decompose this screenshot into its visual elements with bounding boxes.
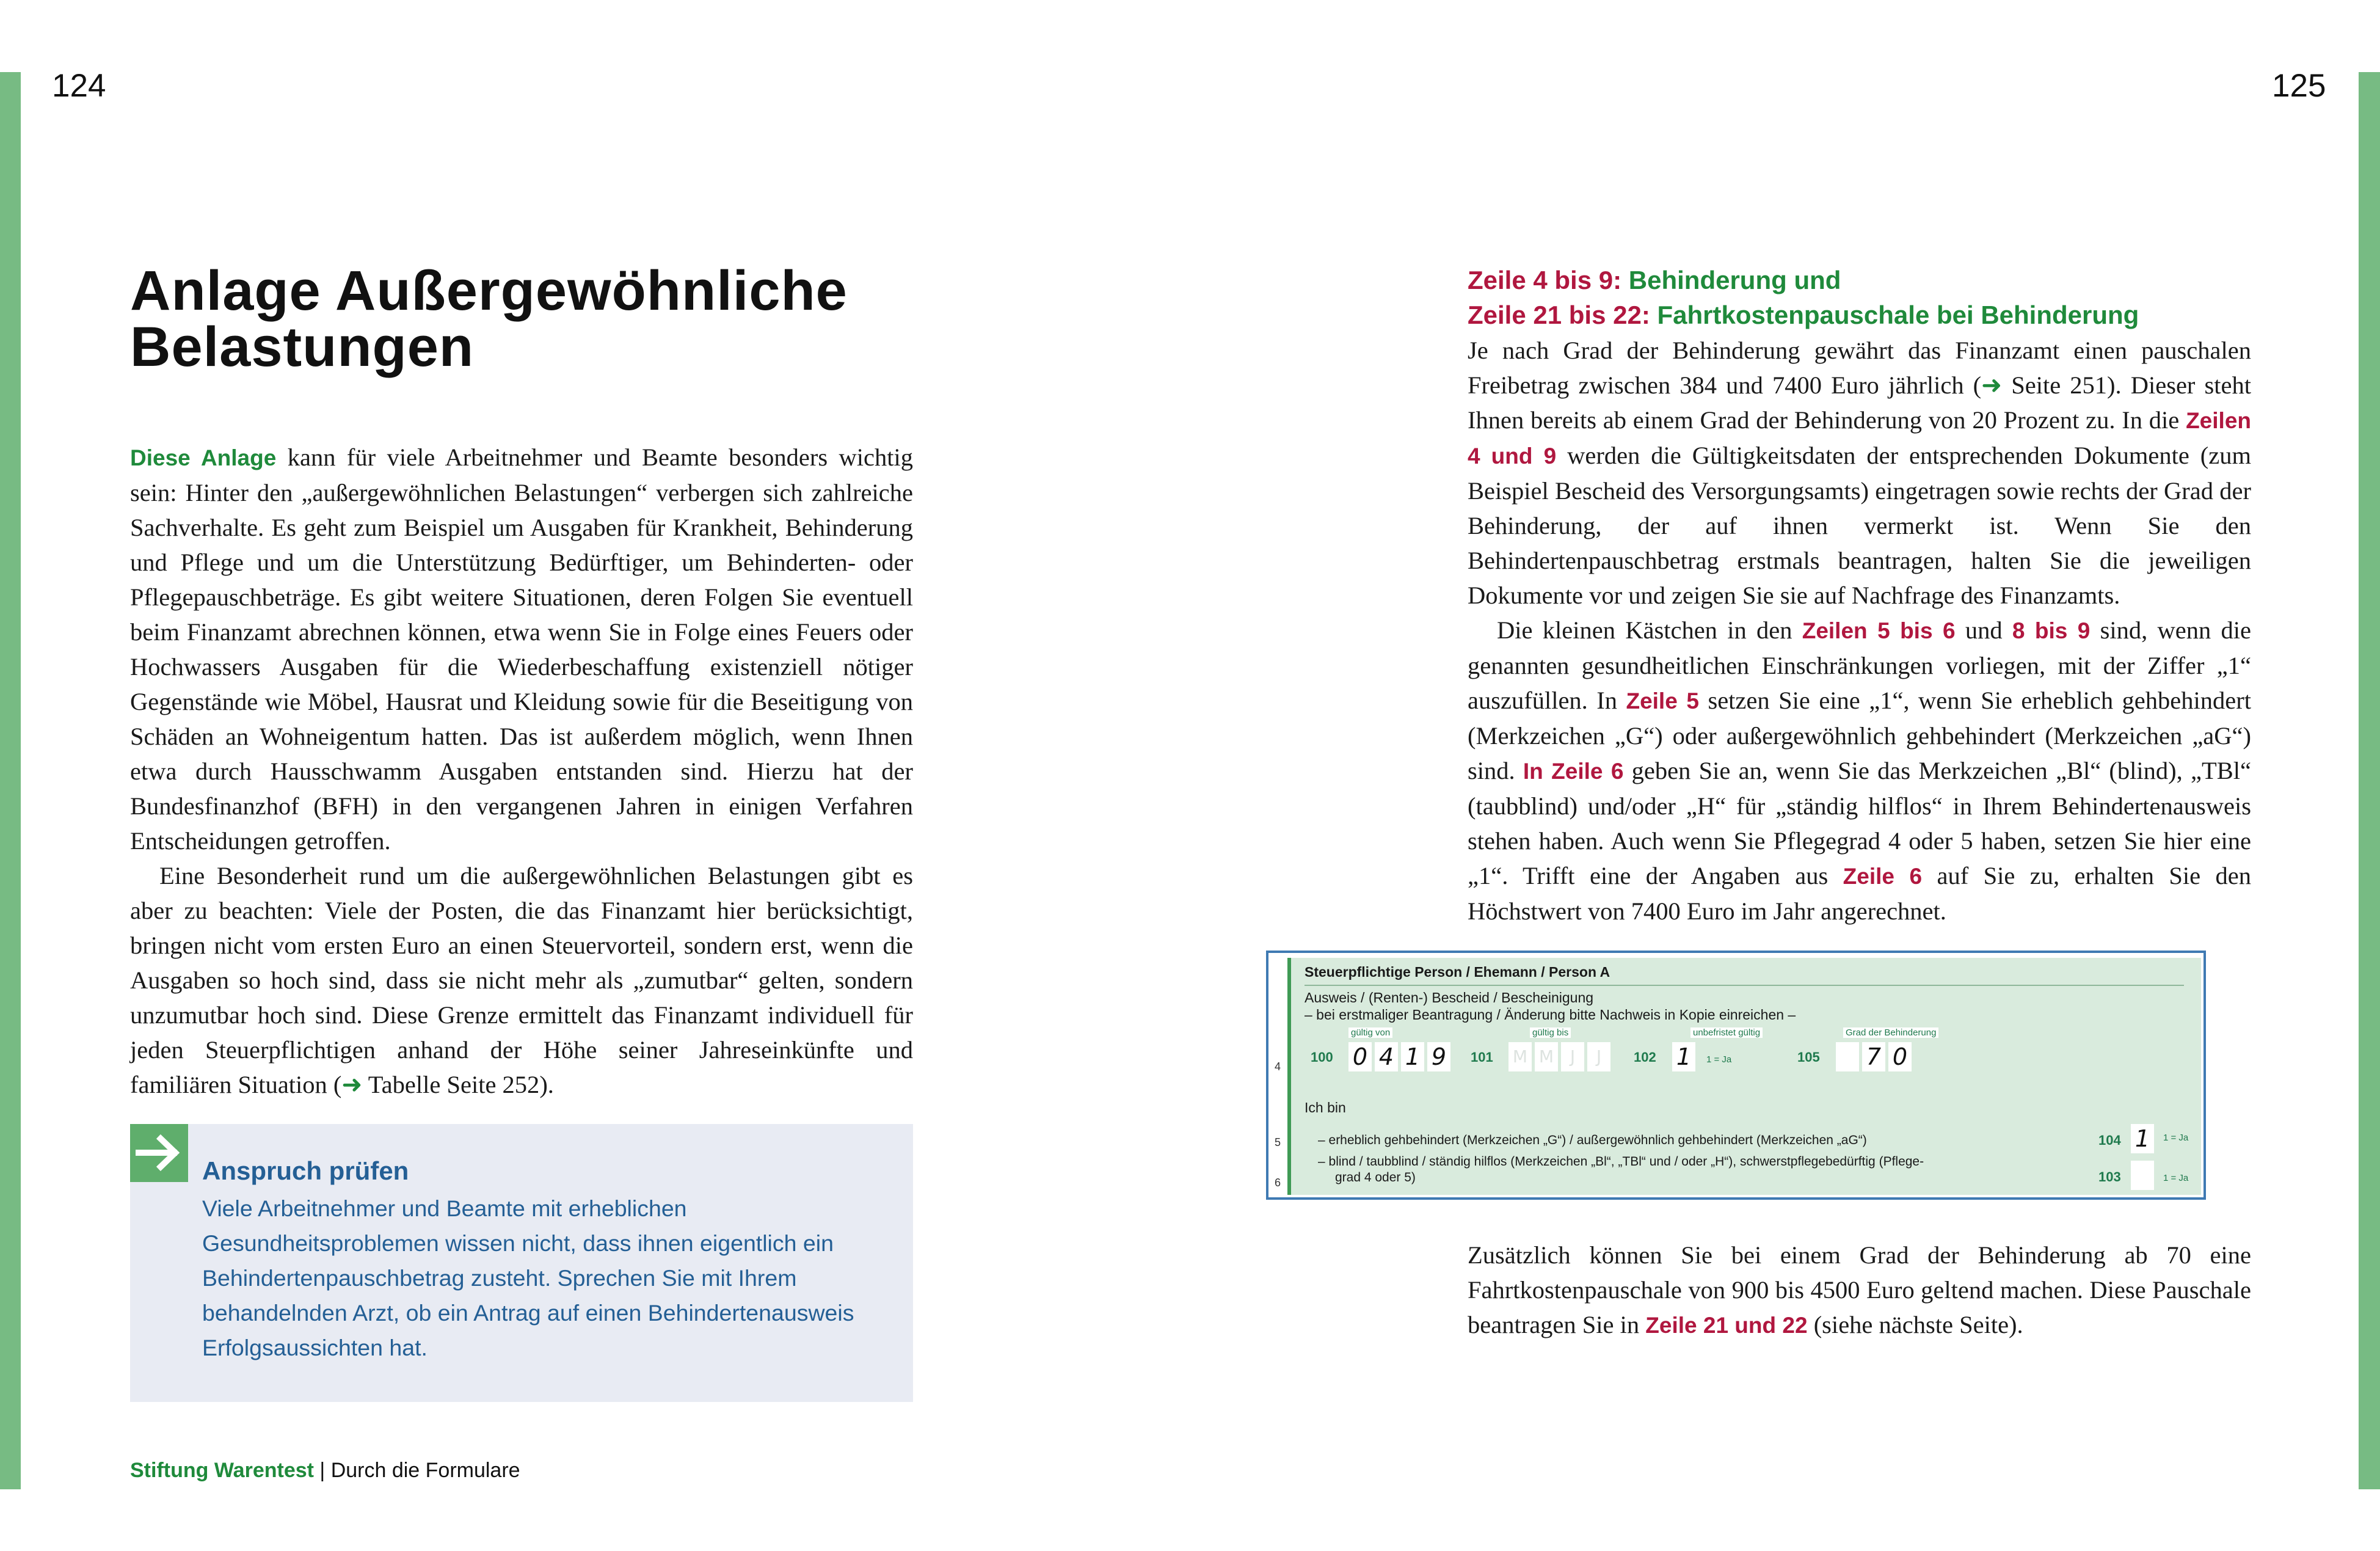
- p1-text-c: werden die Gültigkeitsdaten der entsprechenden Dokumente (zum Beispiel Bescheid des Versorgungsamts) eingetragen sowie rechts der Grad der Behinderung, der auf ihnen vermerkt ist. Wenn Sie den Behindertenpauschbetrag erstmals beantragen, halten Sie die jeweiligen Dokumente vor und zeigen Sie sie auf Nachfrage des Finanzamts.: [1468, 442, 2251, 609]
- label-gueltig-von: gültig von: [1348, 1027, 1392, 1038]
- highlight-lines: Zeile 21 und 22: [1645, 1313, 1808, 1338]
- code-104: 104: [2098, 1133, 2121, 1148]
- intro-paragraph-2: [130, 858, 913, 1102]
- p3-text-b: (siehe nächste Seite).: [1807, 1311, 2023, 1338]
- left-body-text: [130, 440, 913, 1102]
- cross-reference-link[interactable]: Seite 251: [2011, 371, 2108, 399]
- arrow-right-icon: ➜: [341, 1071, 368, 1098]
- heading-1-red: Zeile 4 bis 9:: [1468, 266, 1622, 294]
- highlight-lines: In Zeile 6: [1523, 759, 1624, 784]
- cross-reference-link[interactable]: Tabelle Seite 252: [368, 1071, 540, 1098]
- ja-102: 1 = Ja: [1706, 1054, 1732, 1065]
- highlight-lines: Zeile 5: [1626, 688, 1699, 713]
- ja-104: 1 = Ja: [2163, 1133, 2189, 1143]
- right-body-text-after-form: [1468, 1238, 2251, 1343]
- form-line-2: – bei erstmaliger Beantragung / Änderung bitte Nachweis in Kopie einreichen –: [1305, 1007, 1796, 1023]
- form-divider: [1305, 985, 2184, 986]
- highlight-lines: Zeilen 4 und 9: [1468, 408, 2251, 469]
- p2-text-a: Die kleinen Kästchen in den: [1497, 616, 1802, 644]
- field-100-digit-3[interactable]: 1: [1401, 1042, 1424, 1071]
- right-paragraph-3: [1468, 1238, 2251, 1343]
- right-paragraph-2: [1468, 613, 2251, 929]
- info-box: [130, 1124, 913, 1402]
- form-header: Steuerpflichtige Person / Ehemann / Person A: [1305, 964, 1610, 980]
- field-101-month-1[interactable]: M: [1508, 1042, 1532, 1071]
- p2-text-c: sind, wenn die genannten gesundheitlichen Einschränkungen vorliegen, mit der Ziffer „1“ auszufüllen. In: [1468, 616, 2252, 714]
- footer-separator: |: [313, 1459, 331, 1482]
- intro-p2-text: Eine Besonderheit rund um die außergewöhnlichen Belastungen gibt es aber zu beachten: Viele der Posten, die das Finanzamt hier berücksichtigt, bringen nicht vom ersten Euro an einen Steuervorteil, sondern erst, wenn die Ausgaben so hoch sind, dass sie nicht mehr als „zumutbar“ gelten, sondern unzumutbar hoch sind. Diese Grenze ermittelt das Finanzamt individuell für jeden Steuerpflichtigen anhand der Höhe seiner Jahreseinkünfte und familiären Situation (: [130, 862, 913, 1098]
- code-103: 103: [2098, 1169, 2121, 1184]
- field-105-digit-2[interactable]: 7: [1862, 1042, 1885, 1071]
- form-green-rule: [1287, 958, 1291, 1195]
- code-100: 100: [1311, 1049, 1333, 1065]
- form-panel: [1275, 958, 2201, 1195]
- label-gueltig-bis: gültig bis: [1530, 1027, 1571, 1038]
- code-101: 101: [1471, 1049, 1493, 1065]
- field-100-digit-4[interactable]: 9: [1427, 1042, 1450, 1071]
- intro-p2-end: ).: [539, 1071, 554, 1098]
- p2-text-f: auf Sie zu, erhalten Sie den Höchstwert von 7400 Euro im Jahr angerechnet.: [1468, 862, 2251, 925]
- title-line-1: Anlage Außergewöhnliche: [130, 260, 848, 322]
- label-grad: Grad der Behinderung: [1843, 1027, 1938, 1038]
- p2-text-e: geben Sie an, wenn Sie das Merkzeichen „Bl“ (blind), „TBl“ (taubblind) und/oder „H“ für „ständig hilflos“ in Ihrem Behindertenausweis stehen haben. Auch wenn Sie Pflegegrad 4 oder 5 haben, setzen Sie hier eine „1“. Trifft eine der Angaben aus: [1468, 757, 2251, 889]
- p3-text-a: Zusätzlich können Sie bei einem Grad der Behinderung ab 70 eine Fahrtkostenpauschale von 900 bis 4500 Euro geltend machen. Diese Pauschale beantragen Sie in: [1468, 1241, 2251, 1338]
- p2-text-d: setzen Sie eine „1“, wenn Sie erheblich gehbehindert (Merkzeichen „G“) oder außergewöhnlich gehbehindert (Merkzeichen „aG“) sind.: [1468, 687, 2251, 784]
- page-number-left: 124: [52, 68, 106, 104]
- field-104[interactable]: 1: [2131, 1124, 2154, 1153]
- footer-brand: Stiftung Warentest: [130, 1459, 314, 1482]
- right-paragraph-1: [1468, 333, 2251, 613]
- p2-text-b: und: [1955, 616, 2012, 644]
- field-100-digit-1[interactable]: 0: [1348, 1042, 1372, 1071]
- row-6-text-2: grad 4 oder 5): [1335, 1170, 1416, 1184]
- right-page-edge-bar: [2359, 72, 2380, 1489]
- field-101-month-2[interactable]: M: [1535, 1042, 1558, 1071]
- left-page-edge-bar: [0, 72, 21, 1489]
- heading-2-red: Zeile 21 bis 22:: [1468, 301, 1650, 329]
- intro-paragraph-1: [130, 440, 913, 858]
- row-6-text-1: – blind / taubblind / ständig hilflos (Merkzeichen „Bl“, „TBl“ und / oder „H“), schwerstpflegebedürftig (Pflege-: [1318, 1155, 1924, 1169]
- highlight-lines: Zeile 6: [1843, 864, 1923, 889]
- right-body-text: [1468, 333, 2251, 929]
- arrow-right-icon: ➜: [1981, 371, 2012, 399]
- field-100-digit-2[interactable]: 4: [1375, 1042, 1398, 1071]
- code-105: 105: [1797, 1049, 1820, 1065]
- label-unbefristet: unbefristet gültig: [1690, 1027, 1763, 1038]
- field-101-year-2[interactable]: J: [1587, 1042, 1610, 1071]
- tax-form-excerpt: [1266, 951, 2206, 1200]
- highlight-lines: Zeilen 5 bis 6: [1802, 618, 1956, 643]
- field-105-digit-3[interactable]: 0: [1888, 1042, 1912, 1071]
- footer-title: Durch die Formulare: [330, 1459, 520, 1482]
- intro-lead: Diese Anlage: [130, 445, 277, 470]
- page-title: [130, 260, 848, 378]
- row-5-text: – erheblich gehbehindert (Merkzeichen „G“) / außergewöhnlich gehbehindert (Merkzeichen „aG“): [1318, 1133, 1867, 1147]
- info-box-title: Anspruch prüfen: [202, 1156, 409, 1185]
- p1-text-a: Je nach Grad der Behinderung gewährt das Finanzamt einen pauschalen Freibetrag zwischen 384 und 7400 Euro jährlich (: [1468, 337, 2251, 399]
- highlight-lines: 8 bis 9: [2012, 618, 2091, 643]
- row-number-5: 5: [1275, 1136, 1281, 1148]
- footer: [130, 1459, 520, 1483]
- title-line-2: Belastungen: [130, 316, 475, 378]
- intro-p1-text: kann für viele Arbeitnehmer und Beamte besonders wichtig sein: Hinter den „außergewöhnlichen Belastungen“ verbergen sich zahlreiche Sachverhalte. Es geht zum Beispiel um Ausgaben für Krankheit, Behinderung und Pflege und um die Unterstützung Bedürftiger, um Behinderten- oder Pflegepauschbeträge. Es gibt weitere Situationen, deren Folgen Sie eventuell beim Finanzamt abrechnen können, etwa wenn Sie in Folge eines Feuers oder Hochwassers Ausgaben für die Wiederbeschaffung existenziell nötiger Gegenstände wie Möbel, Hausrat und Kleidung sowie für die Beseitigung von Schäden an Wohneigentum hatten. Das ist außerdem möglich, wenn Ihnen etwa durch Hausschwamm Ausgaben entstanden sind. Hierzu hat der Bundesfinanzhof (BFH) in den vergangenen Jahren in einigen Verfahren Entscheidungen getroffen.: [130, 443, 913, 855]
- field-101-year-1[interactable]: J: [1561, 1042, 1584, 1071]
- row-number-4: 4: [1275, 1060, 1281, 1073]
- row-number-6: 6: [1275, 1177, 1281, 1189]
- ich-bin-label: Ich bin: [1305, 1100, 1346, 1115]
- info-box-text: Viele Arbeitnehmer und Beamte mit erheblichen Gesundheitsproblemen wissen nicht, dass ihnen eigentlich ein Behindertenpauschbetrag zusteht. Sprechen Sie mit Ihrem behandelnden Arzt, ob ein Antrag auf einen Behindertenausweis Erfolgsaussichten hat.: [202, 1195, 854, 1360]
- field-102[interactable]: 1: [1672, 1042, 1695, 1071]
- code-102: 102: [1634, 1049, 1656, 1065]
- page-number-right: 125: [2272, 68, 2326, 104]
- ja-103: 1 = Ja: [2163, 1173, 2189, 1183]
- heading-1-green: Behinderung und: [1621, 266, 1841, 294]
- form-line-1: Ausweis / (Renten-) Bescheid / Bescheinigung: [1305, 990, 1594, 1005]
- field-103[interactable]: [2131, 1161, 2154, 1190]
- section-heading: [1468, 263, 2139, 332]
- field-105-digit-1[interactable]: [1836, 1042, 1859, 1071]
- p1-text-b: ). Dieser steht Ihnen bereits ab einem Grad der Behinderung von 20 Prozent zu. In die: [1468, 371, 2251, 434]
- arrow-right-icon: [130, 1124, 188, 1182]
- heading-2-green: Fahrtkostenpauschale bei Behinderung: [1650, 301, 2139, 329]
